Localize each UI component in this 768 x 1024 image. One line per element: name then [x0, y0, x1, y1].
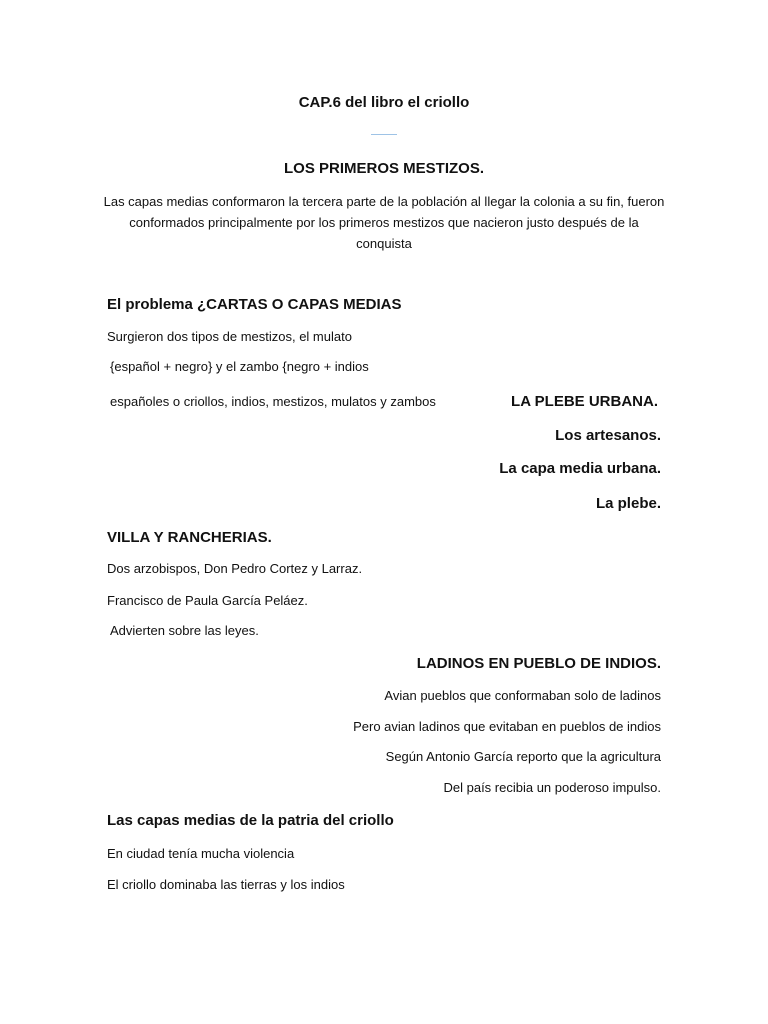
- text-line: Según Antonio García reporto que la agricultura: [385, 749, 661, 764]
- text-line: Advierten sobre las leyes.: [110, 623, 259, 638]
- section-heading-ladinos: LADINOS EN PUEBLO DE INDIOS.: [416, 655, 661, 672]
- text-line: Dos arzobispos, Don Pedro Cortez y Larraz.: [107, 561, 363, 576]
- subheading-artesanos: Los artesanos.: [555, 427, 661, 444]
- section-heading-villa-rancherias: VILLA Y RANCHERIAS.: [107, 529, 272, 546]
- text-line: Pero avian ladinos que evitaban en pueblos de indios: [353, 719, 661, 734]
- section-paragraph-primeros-mestizos: Las capas medias conformaron la tercera parte de la población al llegar la colonia a su fin, fueron conformados principalmente por los primeros mestizos que nacieron justo después de la conquista: [103, 194, 665, 251]
- text-line: españoles o criollos, indios, mestizos, mulatos y zambos: [110, 394, 436, 409]
- subheading-plebe: La plebe.: [595, 495, 661, 512]
- text-line: En ciudad tenía mucha violencia: [107, 846, 295, 861]
- document-title: CAP.6 del libro el criollo: [298, 94, 470, 111]
- text-line: {español + negro} y el zambo {negro + indios: [110, 359, 369, 374]
- text-line: Surgieron dos tipos de mestizos, el mulato: [107, 329, 352, 344]
- text-line: Avian pueblos que conformaban solo de ladinos: [384, 688, 661, 703]
- text-line: Del país recibia un poderoso impulso.: [443, 780, 661, 795]
- title-divider: [371, 134, 397, 135]
- subheading-capa-media-urbana: La capa media urbana.: [499, 460, 661, 477]
- section-heading-el-problema: El problema ¿CARTAS O CAPAS MEDIAS: [107, 296, 402, 313]
- section-heading-capas-medias-patria: Las capas medias de la patria del criollo: [107, 812, 394, 829]
- text-line: Francisco de Paula García Peláez.: [107, 593, 308, 608]
- section-heading-primeros-mestizos: LOS PRIMEROS MESTIZOS.: [283, 160, 485, 177]
- section-heading-plebe-urbana: LA PLEBE URBANA.: [511, 393, 658, 410]
- text-line: El criollo dominaba las tierras y los indios: [107, 877, 345, 892]
